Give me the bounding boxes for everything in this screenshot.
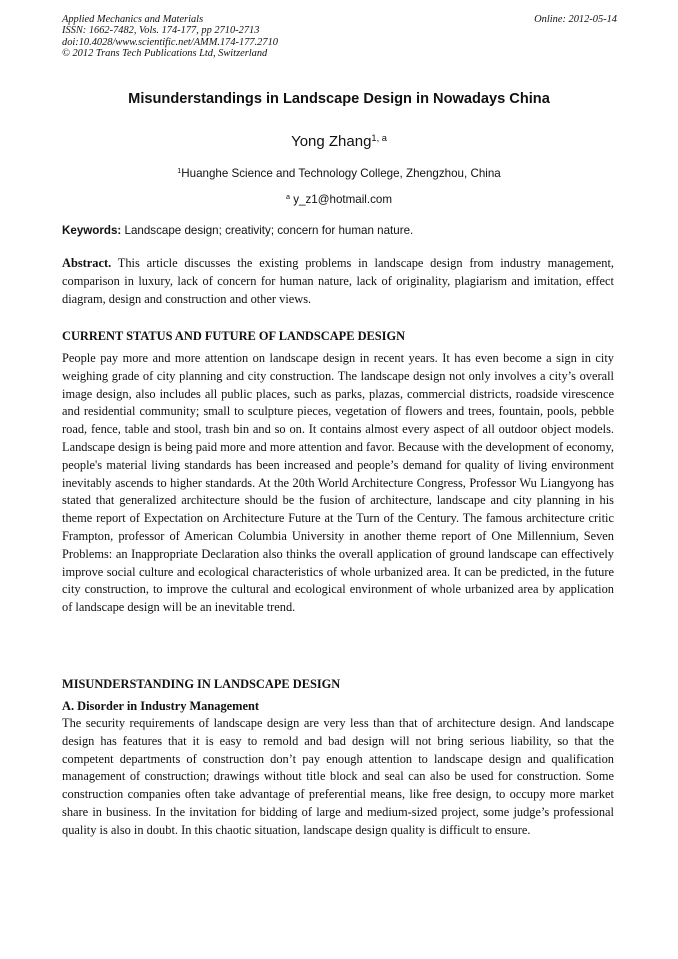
subsection-heading-industry-management: A. Disorder in Industry Management <box>62 699 259 713</box>
journal-issn: ISSN: 1662-7482, Vols. 174-177, pp 2710-2713 <box>62 25 260 37</box>
paper-title: Misunderstandings in Landscape Design in Nowadays China <box>128 91 550 107</box>
author-name: Yong Zhang <box>291 133 372 150</box>
author-superscript: 1, a <box>371 132 387 143</box>
keywords-line <box>62 224 617 237</box>
email-superscript: a <box>286 192 290 202</box>
section-heading-current-status: CURRENT STATUS AND FUTURE OF LANDSCAPE DESIGN <box>62 329 406 343</box>
section-heading-misunderstanding: MISUNDERSTANDING IN LANDSCAPE DESIGN <box>62 677 341 691</box>
affiliation-superscript: 1 <box>177 166 182 176</box>
email-line <box>0 193 678 206</box>
author-line <box>0 133 678 150</box>
keywords-label: Keywords: <box>62 224 122 237</box>
keywords-text: Landscape design; creativity; concern for human nature. <box>124 224 414 237</box>
journal-copyright: © 2012 Trans Tech Publications Ltd, Switzerland <box>62 48 268 60</box>
journal-header <box>62 14 617 60</box>
journal-doi: doi:10.4028/www.scientific.net/AMM.174-177.2710 <box>62 36 278 48</box>
email-address: y_z1@hotmail.com <box>293 193 392 206</box>
section-paragraph-current-status: People pay more and more attention on landscape design in recent years. It has even become a sign in city weighing grade of city planning and city construction. The landscape design not only involves a city’s overall image design, also includes all public places, such as parks, plazas, commercial districts, roadside virescence and residential community; small to sculpture pieces, vegetation of flowers and trees, fountain, pools, pebble road, fence, table and stool, trash bin and so on. It contains almost every aspect of all outdoor object models. Landscape design is being paid more and more attention and favor. Because with the development of economy, people's material living standards has been increased and people’s demand for quality of living environment inevitably ascends to higher standards. At the 20th World Architecture Congress, Professor Wu Liangyong has stated that generalized architecture should be the fusion of architecture, landscape and city planning in his theme report of Expectation on Architecture Future at the Turn of the Century. The famous architecture critic Frampton, professor of American Columbia University in another theme report of One Millennium, Seven Problems: an Inappropriate Declaration also thinks the overall application of ground landscape can effectively improve social culture and ecological characteristics of whole urbanized area. It can be predicted, in the future city construction, to improve the cultural and ecological environment of whole urbanized area by application of landscape design will be an inevitable trend. <box>62 351 614 615</box>
affiliation-text: Huanghe Science and Technology College, Zhengzhou, China <box>181 167 501 180</box>
online-date: Online: 2012-05-14 <box>534 14 617 25</box>
abstract-paragraph <box>62 255 614 308</box>
abstract-label: Abstract. <box>62 256 112 270</box>
affiliation-line <box>0 167 678 180</box>
abstract-text: This article discusses the existing problems in landscape design from industry management, comparison in luxury, lack of concern for human nature, lack of originality, plagiarism and imitation, effect diagram, design and construction and other views. <box>62 256 615 306</box>
journal-name: Applied Mechanics and Materials <box>62 14 204 25</box>
section-paragraph-industry-management: The security requirements of landscape design are very less than that of architecture design. And landscape design has features that it is easy to remold and bad design will not bring serious liability, so that the competent departments of construction don’t pay enough attention to landscape design and qualification management of construction; drawings without title block and seal can also be used for construction. Some construction companies often take advantage of preferential means, like free design, to occupy more market share in business. In the invitation for bidding of large and medium-sized project, some judge’s professional quality is also in doubt. In this chaotic situation, landscape design quality is difficult to ensure. <box>62 716 614 837</box>
